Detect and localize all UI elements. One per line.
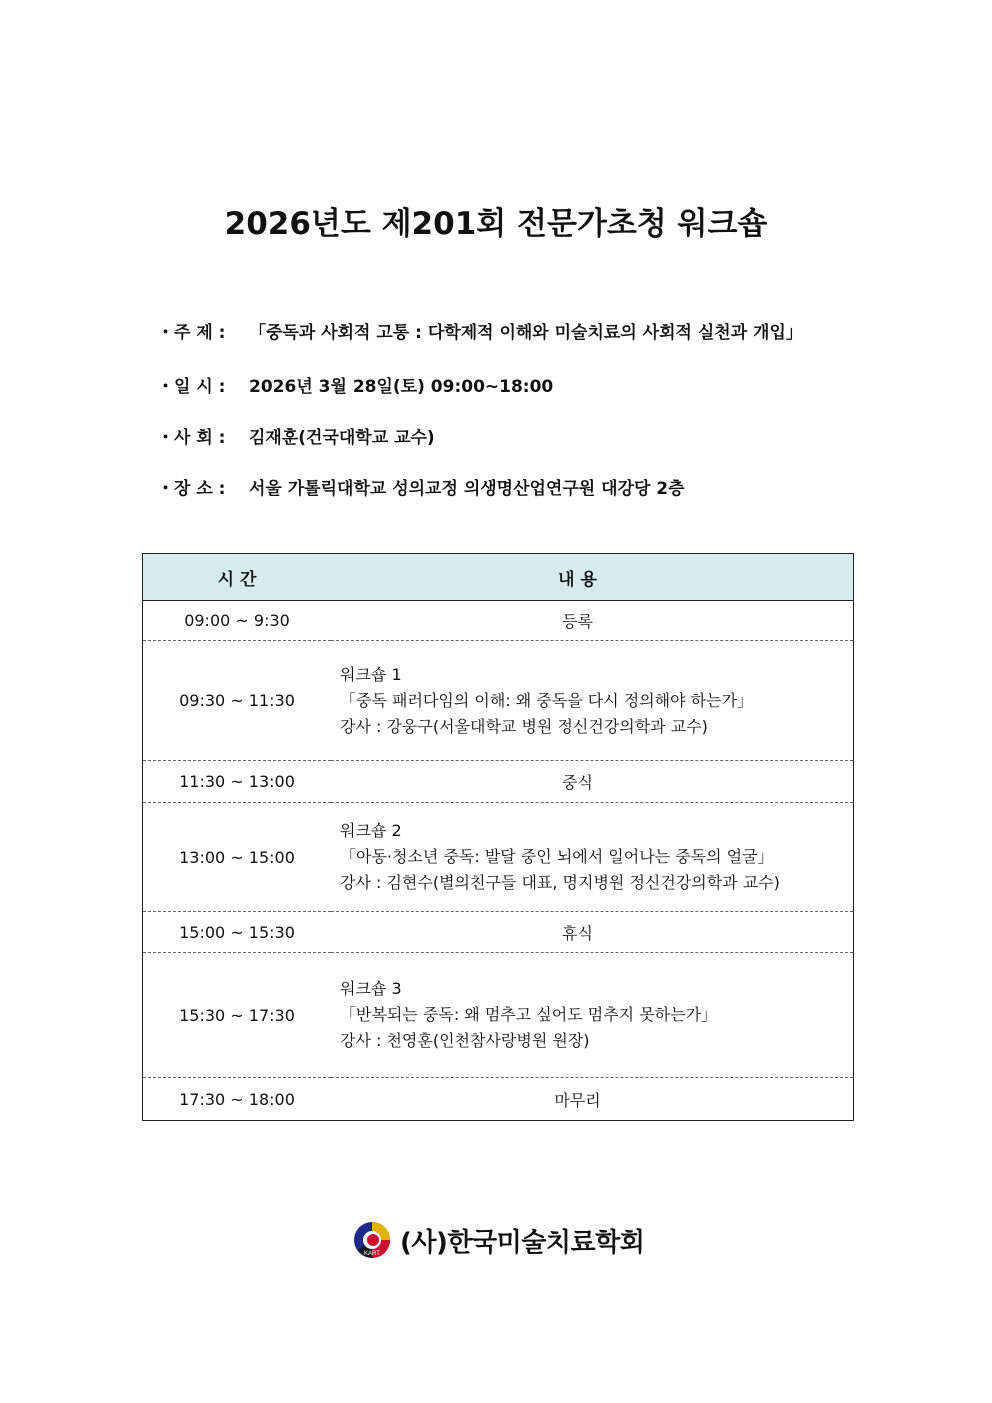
- info-value: 서울 가톨릭대학교 성의교정 의생명산업연구원 대강당 2층: [249, 479, 685, 499]
- table-row: [143, 1078, 854, 1121]
- table-row: [143, 761, 854, 803]
- workshop-speaker: 강사 : 천영훈(인천참사랑병원 원장): [340, 1031, 590, 1050]
- info-label: ・주 제 :: [157, 323, 226, 343]
- kart-emblem-icon: [352, 1220, 392, 1260]
- workshop-label: 워크숍 2: [340, 821, 402, 840]
- row-time: 09:30 ~ 11:30: [143, 641, 332, 761]
- row-time: 15:00 ~ 15:30: [143, 912, 332, 953]
- row-content: 등록: [331, 601, 854, 641]
- table-row: [143, 912, 854, 953]
- row-content: 마무리: [331, 1078, 854, 1121]
- info-label: ・사 회 :: [157, 428, 226, 448]
- row-content: 휴식: [331, 912, 854, 953]
- row-time: 13:00 ~ 15:00: [143, 803, 332, 912]
- info-value: 김재훈(건국대학교 교수): [249, 428, 435, 448]
- row-time: 11:30 ~ 13:00: [143, 761, 332, 803]
- workshop-speaker: 강사 : 김현수(별의친구들 대표, 명지병원 정신건강의학과 교수): [340, 873, 780, 892]
- info-label: ・일 시 :: [157, 377, 226, 397]
- workshop-topic: 「중독 패러다임의 이해: 왜 중독을 다시 정의해야 하는가」: [340, 690, 754, 710]
- row-content: 중식: [331, 761, 854, 803]
- info-row-date: [157, 372, 553, 402]
- workshop-label: 워크숍 3: [340, 979, 402, 998]
- table-header-row: [143, 554, 854, 601]
- workshop-speaker: 강사 : 강웅구(서울대학교 병원 정신건강의학과 교수): [340, 716, 708, 736]
- organization-logo: [352, 1218, 644, 1262]
- info-row-topic: [157, 318, 803, 348]
- row-time: 09:00 ~ 9:30: [143, 601, 332, 641]
- workshop-label: 워크숍 1: [340, 664, 402, 684]
- schedule-table: [142, 553, 854, 1121]
- organization-name: (사)한국미술치료학회: [400, 1227, 645, 1258]
- info-value: 「중독과 사회적 고통 : 다학제적 이해와 미술치료의 사회적 실천과 개입」: [249, 323, 803, 343]
- table-row: [143, 953, 854, 1078]
- header-content: 내 용: [331, 554, 854, 601]
- info-row-host: [157, 423, 435, 453]
- emblem-text: KART: [364, 1251, 380, 1257]
- table-row: [143, 641, 854, 761]
- row-content: [331, 953, 854, 1078]
- info-value: 2026년 3월 28일(토) 09:00~18:00: [249, 377, 554, 397]
- workshop-topic: 「반복되는 중독: 왜 멈추고 싶어도 멈추지 못하는가」: [340, 1005, 718, 1024]
- row-time: 15:30 ~ 17:30: [143, 953, 332, 1078]
- row-content: [331, 641, 854, 761]
- table-row: [143, 601, 854, 641]
- header-time: 시 간: [143, 554, 332, 601]
- page-title: 2026년도 제201회 전문가초청 워크숍: [224, 206, 768, 242]
- row-content: [331, 803, 854, 912]
- info-label: ・장 소 :: [157, 479, 226, 499]
- row-time: 17:30 ~ 18:00: [143, 1078, 332, 1121]
- workshop-topic: 「아동·청소년 중독: 발달 중인 뇌에서 일어나는 중독의 얼굴」: [340, 847, 774, 866]
- info-row-venue: [157, 474, 685, 504]
- table-row: [143, 803, 854, 912]
